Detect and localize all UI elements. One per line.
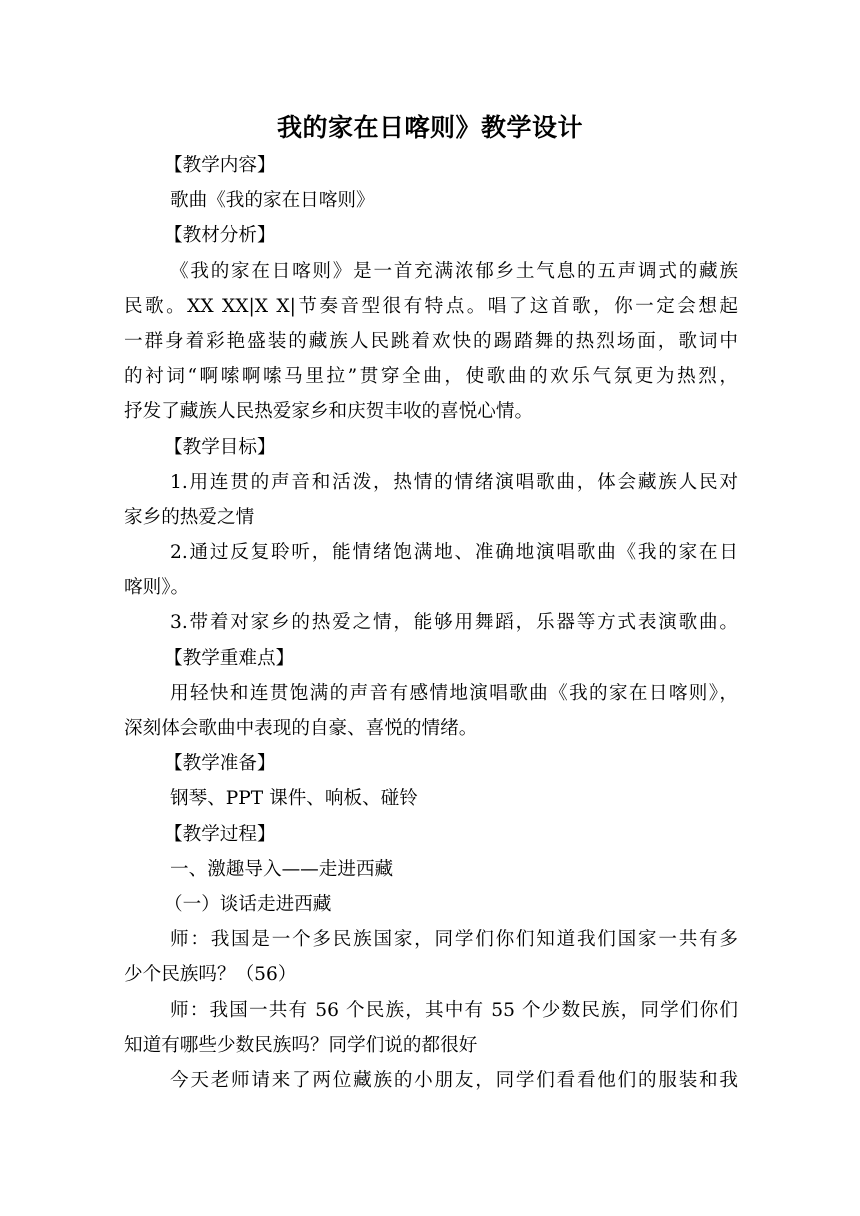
text-line: 师：我国一共有 56 个民族，其中有 55 个少数民族，同学们你们 [170, 999, 738, 1021]
text-line: 1.用连贯的声音和活泼，热情的情绪演唱歌曲，体会藏族人民对 [170, 471, 738, 493]
text-line: 喀则》。 [124, 577, 190, 599]
text-line: 【教学内容】 [164, 155, 276, 176]
text-line: 师：我国是一个多民族国家，同学们你们知道我们国家一共有多 [170, 929, 738, 951]
text-line: （一）谈话走进西藏 [164, 893, 332, 915]
text-line: 钢琴、PPT 课件、响板、碰铃 [170, 788, 418, 810]
document-body [124, 148, 738, 1098]
text-line: 【教材分析】 [164, 225, 276, 247]
text-line: 用轻快和连贯饱满的声音有感情地演唱歌曲《我的家在日喀则》， [170, 682, 738, 704]
text-line: 家乡的热爱之情 [124, 506, 255, 528]
text-line: 一群身着彩艳盛装的藏族人民跳着欢快的踢踏舞的热烈场面，歌词中 [124, 330, 738, 352]
text-line: 抒发了藏族人民热爱家乡和庆贺丰收的喜悦心情。 [124, 401, 534, 423]
text-line: 3.带着对家乡的热爱之情，能够用舞蹈，乐器等方式表演歌曲。 [170, 612, 738, 634]
text-line: 2.通过反复聆听，能情绪饱满地、准确地演唱歌曲《我的家在日 [170, 542, 738, 564]
text-line: 歌曲《我的家在日喀则》 [170, 190, 375, 212]
text-line: 【教学目标】 [164, 436, 276, 458]
text-line: 【教学过程】 [164, 823, 276, 845]
text-line: 【教学准备】 [164, 753, 276, 775]
text-line: 民歌。XX XX|X X|节奏音型很有特点。唱了这首歌，你一定会想起 [124, 295, 738, 317]
text-line: 今天老师请来了两位藏族的小朋友，同学们看看他们的服装和我 [170, 1069, 738, 1091]
text-line: 【教学重难点】 [164, 647, 295, 669]
text-line: 深刻体会歌曲中表现的自豪、喜悦的情绪。 [124, 718, 478, 739]
text-line: 《我的家在日喀则》是一首充满浓郁乡土气息的五声调式的藏族 [170, 260, 738, 282]
text-line: 知道有哪些少数民族吗？同学们说的都很好 [124, 1034, 478, 1056]
document-title: 我的家在日喀则》教学设计 [276, 113, 583, 142]
text-line: 少个民族吗？（56） [124, 964, 297, 986]
text-line: 的衬词“啊嗦啊嗦马里拉”贯穿全曲，使歌曲的欢乐气氛更为热烈， [124, 366, 738, 388]
text-line: 一、激趣导入——走进西藏 [170, 858, 394, 880]
